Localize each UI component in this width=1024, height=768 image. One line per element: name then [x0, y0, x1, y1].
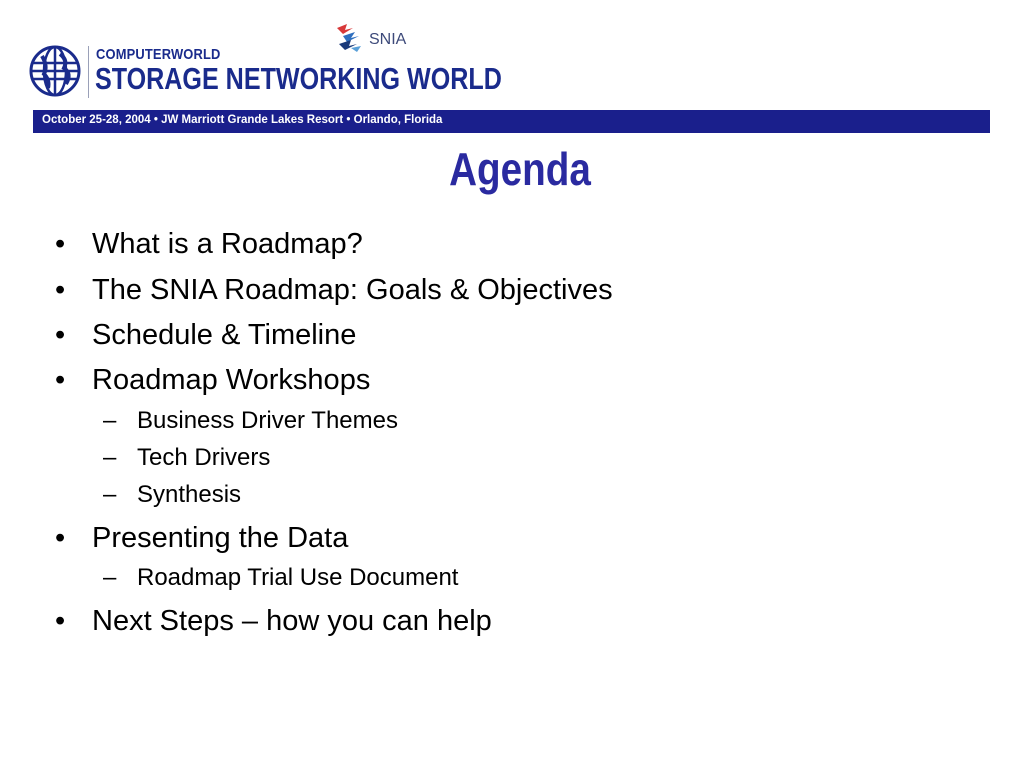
dash-marker: –	[103, 564, 117, 591]
agenda-item	[55, 273, 613, 307]
dash-marker: –	[103, 444, 117, 471]
bullet-marker: •	[55, 522, 66, 554]
agenda-item	[55, 604, 492, 638]
agenda-item-text: Next Steps – how you can help	[92, 605, 492, 637]
slide-title: Agenda	[449, 143, 591, 195]
agenda-item-text: What is a Roadmap?	[92, 228, 363, 260]
agenda-subitem-text: Roadmap Trial Use Document	[137, 564, 459, 591]
agenda-item	[55, 318, 357, 352]
agenda-item	[55, 521, 349, 555]
agenda-item	[55, 227, 363, 261]
bullet-marker: •	[55, 605, 66, 637]
agenda-subitem	[103, 564, 459, 592]
brand-top-text: COMPUTERWORLD	[96, 46, 221, 63]
bullet-marker: •	[55, 274, 66, 306]
agenda-subitem-text: Tech Drivers	[137, 444, 271, 471]
agenda-item-text: Schedule & Timeline	[92, 319, 357, 351]
bullet-marker: •	[55, 319, 66, 351]
snia-logo-text: SNIA	[369, 31, 407, 48]
agenda-subitem	[103, 407, 398, 435]
bullet-marker: •	[55, 364, 66, 396]
brand-main-text: STORAGE NETWORKING WORLD	[95, 61, 502, 96]
event-banner-text: October 25-28, 2004 • JW Marriott Grande Lakes Resort • Orlando, Florida	[42, 114, 443, 126]
agenda-subitem	[103, 444, 271, 472]
agenda-subitem-text: Business Driver Themes	[137, 407, 398, 434]
bullet-marker: •	[55, 228, 66, 260]
agenda-item-text: Roadmap Workshops	[92, 364, 371, 396]
agenda-subitem-text: Synthesis	[137, 481, 242, 508]
agenda-item	[55, 363, 371, 397]
agenda-subitem	[103, 481, 242, 509]
dash-marker: –	[103, 481, 117, 508]
agenda-item-text: The SNIA Roadmap: Goals & Objectives	[92, 274, 613, 306]
dash-marker: –	[103, 407, 117, 434]
agenda-item-text: Presenting the Data	[92, 522, 349, 554]
